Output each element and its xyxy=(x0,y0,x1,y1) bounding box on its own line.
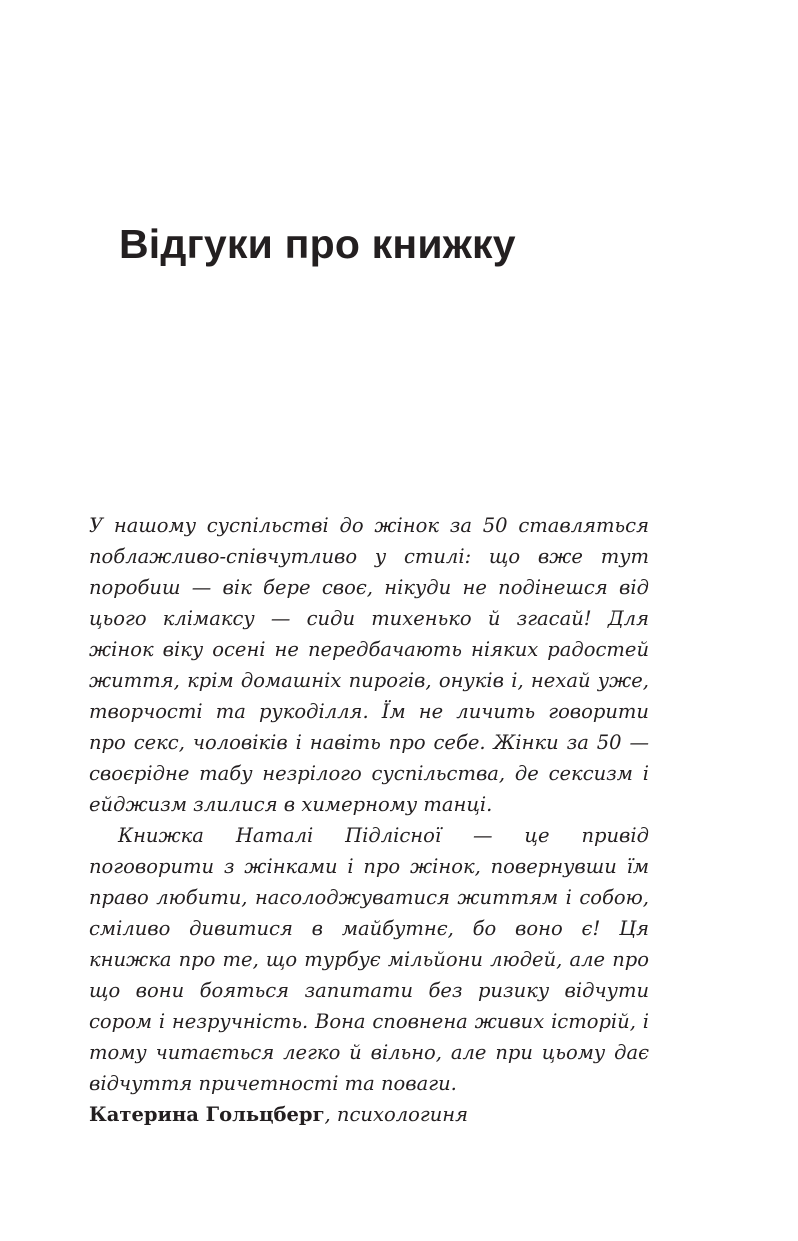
review-paragraph-1: У нашому суспільстві до жінок за 50 ставляться поблажливо-співчутливо у стилі: що вже тут поробиш — вік бере своє, нікуди не подінешся від цього клімаксу — сиди тихенько й згасай! Для жінок віку осені не передбачають ніяких радостей життя, крім домашніх пирогів, онуків і, нехай уже, творчості та рукоділля. Їм не личить говорити про секс, чоловіків і навіть про себе. Жінки за 50 — своєрідне табу незрілого суспільства, де сексизм і ейджизм злилися в химерному танці. xyxy=(89,514,649,816)
review-paragraph-2: Книжка Наталі Підлісної — це привід поговорити з жінками і про жінок, повернувши їм право любити, насолоджуватися життям і собою, сміливо дивитися в майбутнє, бо воно є! Ця книжка про те, що турбує мільйони людей, але про що вони бояться запитати без ризику відчути сором і незручність. Вона сповнена живих історій, і тому читається легко й вільно, але при цьому дає відчуття причетності та поваги. xyxy=(89,824,649,1095)
page-title: Відгуки про книжку xyxy=(119,221,516,267)
review-author: Катерина Гольцберг xyxy=(89,1103,325,1126)
review-block xyxy=(89,510,649,1130)
review-signature xyxy=(89,1099,649,1130)
signature-separator: , xyxy=(324,1103,337,1126)
review-author-role: психологиня xyxy=(336,1103,469,1126)
